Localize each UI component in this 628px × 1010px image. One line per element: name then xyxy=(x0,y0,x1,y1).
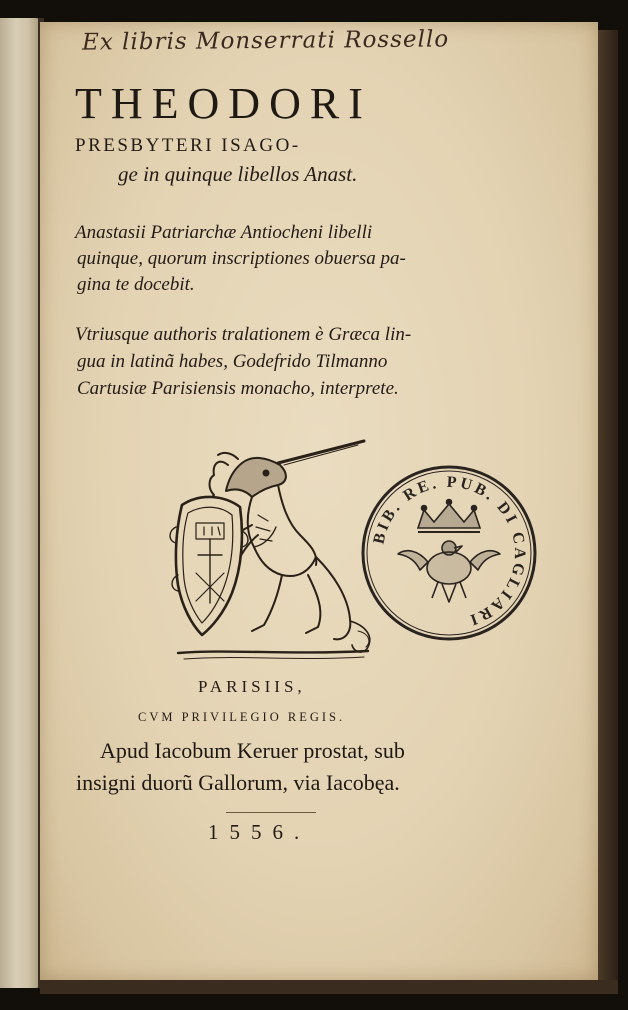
title-subline: PRESBYTERI ISAGO- xyxy=(75,135,301,156)
ownership-signature: Ex libris Monserrati Rossello xyxy=(81,26,450,56)
title-main: THEODORI xyxy=(75,79,372,128)
paragraph2-line3: gina te docebit. xyxy=(77,274,195,295)
imprint-publisher-line2: insigni duorũ Gallorum, via Iacobęa. xyxy=(76,770,400,795)
paragraph3-line1: Vtriusque authoris tralationem è Græca lin- xyxy=(75,324,412,345)
book-spine xyxy=(0,18,40,988)
library-stamp xyxy=(358,462,540,644)
page-edge xyxy=(598,30,618,980)
divider-rule xyxy=(226,812,316,813)
imprint-place: PARISIIS, xyxy=(198,677,306,696)
paragraph2-line2: quinque, quorum inscriptiones obuersa pa- xyxy=(77,248,406,269)
imprint-privilege: CVM PRIVILEGIO REGIS. xyxy=(138,710,346,724)
imprint-publisher-line1: Apud Iacobum Keruer prostat, sub xyxy=(100,738,405,763)
imprint-year: 1556. xyxy=(208,820,311,844)
stamp-text: BIB. RE. PUB. DI CAGLIARI xyxy=(370,473,529,630)
bottom-edge xyxy=(40,980,618,994)
paragraph2-line1: Anastasii Patriarchæ Antiocheni libelli xyxy=(75,222,373,243)
unicorn-printers-device xyxy=(168,435,383,667)
paragraph3-line2: gua in latinã habes, Godefrido Tilmanno xyxy=(77,351,388,372)
title-italic-line: ge in quinque libellos Anast. xyxy=(118,162,358,186)
paragraph3-line3: Cartusiæ Parisiensis monacho, interprete. xyxy=(77,378,399,399)
